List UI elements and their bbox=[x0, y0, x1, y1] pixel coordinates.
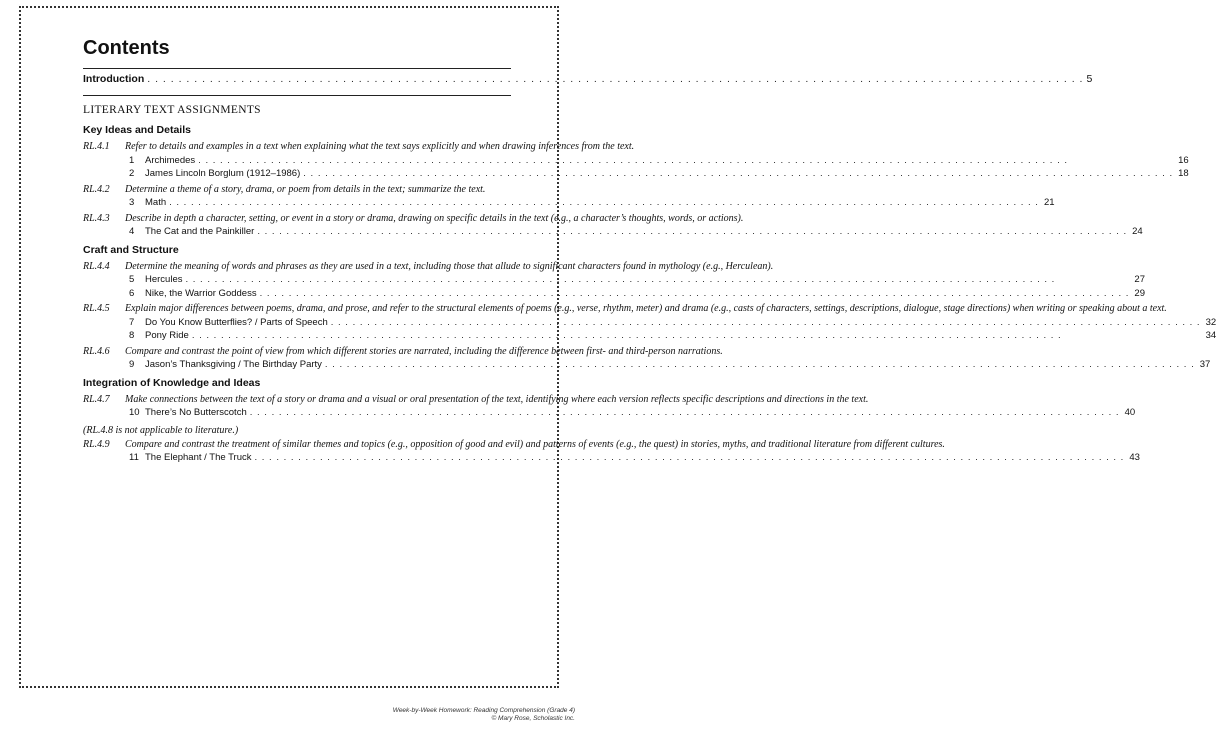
standard-code: RL.4.7 bbox=[83, 393, 110, 405]
toc-entry-introduction[interactable] bbox=[83, 73, 1093, 89]
standard-code: RL.4.5 bbox=[83, 303, 110, 314]
entry-number: 9 bbox=[129, 359, 135, 370]
standard-rl-4-6 bbox=[83, 345, 1211, 372]
entry-number: 6 bbox=[129, 287, 135, 299]
toc-entry-9[interactable] bbox=[125, 358, 1210, 372]
toc-entry-10[interactable] bbox=[125, 406, 1135, 420]
toc-entry-11[interactable] bbox=[125, 451, 1140, 465]
entry-page: 27 bbox=[1134, 274, 1145, 285]
entry-page: 18 bbox=[1178, 168, 1189, 179]
entry-page: 29 bbox=[1134, 287, 1145, 299]
entry-number: 1 bbox=[129, 154, 135, 166]
entry-title: Jason’s Thanksgiving / The Birthday Party bbox=[145, 359, 322, 370]
entry-title: Pony Ride bbox=[145, 330, 189, 341]
page-title: Contents bbox=[83, 37, 170, 59]
standard-text: Compare and contrast the point of view from which different stories are narrated, including the difference between first- and third-person narrations. bbox=[125, 345, 723, 357]
leader-dots: . . . . . . . . . . . . . . . . . . . . . . . . . . . . . . . . . . . . . . . . . . . . . . . . . . . . . . . . . . . . . . . . . . . . . . . . . . . . . . . . . . . . . . . . . . . . . . . . . . . . . . . . . . . . . . . . . . . . . . . . bbox=[249, 407, 1120, 418]
toc-entry-8[interactable] bbox=[125, 329, 1216, 343]
standard-code: RL.4.1 bbox=[83, 141, 110, 152]
entry-number: 8 bbox=[129, 330, 135, 341]
standard-code: RL.4.9 bbox=[83, 438, 110, 450]
entry-number: 3 bbox=[129, 197, 135, 208]
contents-page bbox=[83, 36, 1216, 465]
standard-rl-4-1 bbox=[83, 141, 1189, 181]
entry-title: Do You Know Butterflies? / Parts of Speech bbox=[145, 316, 328, 328]
leader-dots: . . . . . . . . . . . . . . . . . . . . . . . . . . . . . . . . . . . . . . . . . . . . . . . . . . . . . . . . . . . . . . . . . . . . . . . . . . . . . . . . . . . . . . . . . . . . . . . . . . . . . . . . . . . . . . . . . . . . . . . . bbox=[259, 287, 1130, 299]
leader-dots: . . . . . . . . . . . . . . . . . . . . . . . . . . . . . . . . . . . . . . . . . . . . . . . . . . . . . . . . . . . . . . . . . . . . . . . . . . . . . . . . . . . . . . . . . . . . . . . . . . . . . . . . . . . . . . . . . . . . . . . . bbox=[257, 226, 1128, 237]
standard-text: Describe in depth a character, setting, or event in a story or drama, drawing on specific details in the text (e.g., a character’s thoughts, words, or actions). bbox=[125, 212, 744, 224]
standard-rl-4-4 bbox=[83, 260, 1145, 301]
toc-entry-1[interactable] bbox=[125, 154, 1189, 168]
literary-heading: LITERARY TEXT ASSIGNMENTS bbox=[83, 104, 261, 116]
standard-code: RL.4.6 bbox=[83, 345, 110, 357]
entry-title: Introduction bbox=[83, 73, 145, 85]
standard-text: Compare and contrast the treatment of similar themes and topics (e.g., opposition of good and evil) and patterns of events (e.g., the quest) in stories, myths, and traditional literature from different cultures. bbox=[125, 438, 945, 450]
entry-number: 2 bbox=[129, 168, 135, 179]
standard-rl-4-5 bbox=[83, 303, 1216, 343]
entry-page: 43 bbox=[1129, 452, 1140, 463]
leader-dots: . . . . . . . . . . . . . . . . . . . . . . . . . . . . . . . . . . . . . . . . . . . . . . . . . . . . . . . . . . . . . . . . . . . . . . . . . . . . . . . . . . . . . . . . . . . . . . . . . . . . . . . . . . . . . . . . . . . . . . . . bbox=[185, 274, 1056, 285]
entry-number: 4 bbox=[129, 226, 135, 237]
leader-dots: . . . . . . . . . . . . . . . . . . . . . . . . . . . . . . . . . . . . . . . . . . . . . . . . . . . . . . . . . . . . . . . . . . . . . . . . . . . . . . . . . . . . . . . . . . . . . . . . . . . . . . . . . . . . . . . . . . . . . . . . bbox=[191, 330, 1062, 341]
toc-entry-6[interactable] bbox=[125, 287, 1145, 301]
leader-dots: . . . . . . . . . . . . . . . . . . . . . . . . . . . . . . . . . . . . . . . . . . . . . . . . . . . . . . . . . . . . . . . . . . . . . . . . . . . . . . . . . . . . . . . . . . . . . . . . . . . . . . . . . . . . . . . . . . . . . . . . bbox=[330, 316, 1201, 328]
leader-dots: . . . . . . . . . . . . . . . . . . . . . . . . . . . . . . . . . . . . . . . . . . . . . . . . . . . . . . . . . . . . . . . . . . . . . . . . . . . . . . . . . . . . . . . . . . . . . . . . . . . . . . . . . . . . . . . . . . . . . . . . bbox=[303, 168, 1174, 179]
standard-code: RL.4.3 bbox=[83, 212, 110, 224]
entry-title: Hercules bbox=[145, 274, 183, 285]
standard-code: RL.4.4 bbox=[83, 260, 110, 272]
intro-rule bbox=[83, 95, 511, 96]
toc-entry-5[interactable] bbox=[125, 273, 1145, 287]
standard-code: RL.4.2 bbox=[83, 183, 110, 195]
entry-title: Nike, the Warrior Goddess bbox=[145, 287, 257, 299]
standard-rl-4-9 bbox=[83, 438, 1140, 465]
toc-entry-2[interactable] bbox=[125, 167, 1189, 181]
entry-page: 24 bbox=[1132, 226, 1143, 237]
standard-text: Make connections between the text of a story or drama and a visual or oral presentation of the text, identifying where each version reflects specific descriptions and directions in the text. bbox=[125, 393, 869, 405]
leader-dots: . . . . . . . . . . . . . . . . . . . . . . . . . . . . . . . . . . . . . . . . . . . . . . . . . . . . . . . . . . . . . . . . . . . . . . . . . . . . . . . . . . . . . . . . . . . . . . . . . . . . . . . . . . . . . . . . . . . . . . . . bbox=[254, 452, 1125, 463]
footer-book-title: Week-by-Week Homework: Reading Comprehension (Grade 4) bbox=[392, 707, 575, 714]
section-heading-integration: Integration of Knowledge and Ideas bbox=[83, 376, 261, 389]
entry-number: 7 bbox=[129, 316, 135, 328]
leader-dots: . . . . . . . . . . . . . . . . . . . . . . . . . . . . . . . . . . . . . . . . . . . . . . . . . . . . . . . . . . . . . . . . . . . . . . . . . . . . . . . . . . . . . . . . . . . . . . . . . . . . . . . . . . . . . . . . . . . . . . . . bbox=[324, 359, 1195, 370]
section-heading-craft: Craft and Structure bbox=[83, 243, 179, 256]
entry-title: There’s No Butterscotch bbox=[145, 407, 247, 418]
standard-rl-4-3 bbox=[83, 212, 1143, 239]
entry-title: The Elephant / The Truck bbox=[145, 452, 252, 463]
toc-entry-4[interactable] bbox=[125, 225, 1143, 239]
entry-title: Math bbox=[145, 197, 167, 208]
section-heading-key-ideas: Key Ideas and Details bbox=[83, 124, 191, 136]
not-applicable-note: (RL.4.8 is not applicable to literature.) bbox=[83, 424, 239, 436]
toc-entry-3[interactable] bbox=[125, 196, 1055, 210]
entry-title: The Cat and the Painkiller bbox=[145, 226, 255, 237]
entry-page: 40 bbox=[1124, 407, 1136, 418]
entry-page: 34 bbox=[1205, 330, 1216, 341]
entry-page: 32 bbox=[1205, 316, 1216, 328]
entry-page: 21 bbox=[1043, 197, 1055, 208]
footer-credit bbox=[393, 707, 575, 723]
entry-number: 11 bbox=[129, 452, 139, 463]
standard-text: Explain major differences between poems, drama, and prose, and refer to the structural elements of poems (e.g., verse, rhythm, meter) and drama (e.g., casts of characters, settings, descriptions, dialogue, stage directions) when writing or speaking about a text. bbox=[125, 303, 1167, 314]
entry-number: 5 bbox=[129, 274, 135, 285]
entry-page: 16 bbox=[1178, 154, 1189, 166]
entry-number: 10 bbox=[129, 407, 140, 418]
entry-title: James Lincoln Borglum (1912–1986) bbox=[145, 168, 301, 179]
leader-dots: . . . . . . . . . . . . . . . . . . . . . . . . . . . . . . . . . . . . . . . . . . . . . . . . . . . . . . . . . . . . . . . . . . . . . . . . . . . . . . . . . . . . . . . . . . . . . . . . . . . . . . . . . . . . . . . . . . . . . . . . bbox=[198, 154, 1068, 166]
toc-entry-7[interactable] bbox=[125, 316, 1216, 330]
standard-text: Determine the meaning of words and phrases as they are used in a text, including those that allude to significant characters found in mythology (e.g., Herculean). bbox=[125, 260, 774, 272]
standard-text: Refer to details and examples in a text when explaining what the text says explicitly and when drawing inferences from the text. bbox=[125, 141, 635, 152]
entry-title: Archimedes bbox=[145, 154, 196, 166]
leader-dots: . . . . . . . . . . . . . . . . . . . . . . . . . . . . . . . . . . . . . . . . . . . . . . . . . . . . . . . . . . . . . . . . . . . . . . . . . . . . . . . . . . . . . . . . . . . . . . . . . . . . . . . . . . . . . . . . . . . . . . . . bbox=[169, 197, 1039, 208]
entry-page: 37 bbox=[1199, 359, 1211, 370]
standard-rl-4-2 bbox=[83, 183, 1055, 210]
entry-page: 5 bbox=[1086, 73, 1093, 85]
footer-copyright: © Mary Rose, Scholastic Inc. bbox=[491, 715, 575, 722]
standard-text: Determine a theme of a story, drama, or poem from details in the text; summarize the text. bbox=[125, 183, 486, 195]
top-rule bbox=[83, 68, 511, 69]
standard-rl-4-7 bbox=[83, 393, 1136, 420]
leader-dots: . . . . . . . . . . . . . . . . . . . . . . . . . . . . . . . . . . . . . . . . . . . . . . . . . . . . . . . . . . . . . . . . . . . . . . . . . . . . . . . . . . . . . . . . . . . . . . . . . . . . . . . . . . . . . . . . . . . . . . . . bbox=[147, 73, 1084, 85]
